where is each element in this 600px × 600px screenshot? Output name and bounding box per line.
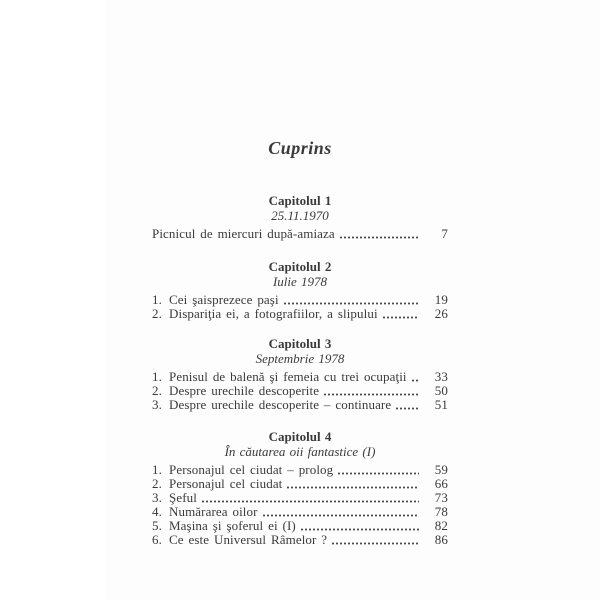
entry-page-number: 26 (434, 306, 448, 321)
entry-title: Cei şaisprezece paşi (169, 292, 279, 307)
leader-dots-icon (201, 500, 419, 503)
entry-number: 5. (152, 518, 162, 533)
chapter-heading: Capitolul 2 (268, 259, 332, 274)
entry-number: 6. (152, 532, 162, 547)
chapter-entries (152, 463, 448, 547)
entry-page-number: 59 (434, 462, 448, 477)
chapter-entries (152, 293, 448, 321)
chapter-heading: Capitolul 3 (268, 336, 332, 351)
entry-title: Penisul de balenă şi femeia cu trei ocupaţii (169, 369, 407, 384)
leader-dots-icon (382, 316, 419, 319)
toc-entry (152, 293, 448, 307)
chapter-entries (152, 227, 448, 241)
entry-page-number: 19 (434, 292, 448, 307)
toc-entry (152, 505, 448, 519)
leader-dots-icon (262, 514, 419, 517)
leader-dots-icon (323, 393, 419, 396)
leader-dots-icon (331, 542, 419, 545)
entry-page-number: 50 (434, 383, 448, 398)
toc-entry (152, 477, 448, 491)
leader-dots-icon (395, 407, 419, 410)
toc-entry (152, 463, 448, 477)
entry-page-number: 51 (434, 397, 448, 412)
toc-entry (152, 491, 448, 505)
leader-dots-icon (300, 528, 419, 531)
entry-number: 4. (152, 504, 162, 519)
chapter-section-2 (152, 259, 448, 321)
chapter-heading: Capitolul 4 (268, 429, 332, 444)
entry-page-number: 7 (441, 226, 448, 241)
entry-number: 3. (152, 490, 162, 505)
entry-title: Numărarea oilor (169, 504, 258, 519)
entry-title: Şeful (169, 490, 197, 505)
leader-dots-icon (339, 236, 419, 239)
entry-title: Personajul cel ciudat (169, 476, 283, 491)
toc-entry (152, 398, 448, 412)
chapter-section-1 (152, 193, 448, 241)
entry-title: Despre urechile descoperite (169, 383, 320, 398)
entry-number: 2. (152, 383, 162, 398)
entry-title: Despre urechile descoperite – continuare (169, 397, 392, 412)
toc-entry (152, 533, 448, 547)
chapter-subtitle: În căutarea oii fantastice (I) (224, 444, 376, 459)
entry-title: Dispariţia ei, a fotografiilor, a slipului (169, 306, 378, 321)
entry-number: 1. (152, 462, 162, 477)
toc-entry (152, 307, 448, 321)
entry-page-number: 86 (434, 532, 448, 547)
chapter-heading: Capitolul 1 (268, 193, 332, 208)
leader-dots-icon (286, 486, 419, 489)
toc-entry (152, 519, 448, 533)
leader-dots-icon (283, 302, 419, 305)
chapter-entries (152, 370, 448, 412)
leader-dots-icon (411, 379, 419, 382)
entry-page-number: 66 (434, 476, 448, 491)
entry-page-number: 73 (434, 490, 448, 505)
entry-page-number: 78 (434, 504, 448, 519)
entry-number: 1. (152, 292, 162, 307)
entry-title: Picnicul de miercuri după-amiaza (152, 226, 335, 241)
chapter-subtitle: Iulie 1978 (272, 274, 328, 289)
chapter-subtitle: Septembrie 1978 (255, 351, 345, 366)
entry-title: Maşina şi şoferul ei (I) (169, 518, 296, 533)
leader-dots-icon (337, 472, 419, 475)
entry-number: 1. (152, 369, 162, 384)
chapter-section-3 (152, 336, 448, 412)
toc-entry (152, 384, 448, 398)
entry-title: Personajul cel ciudat – prolog (169, 462, 334, 477)
entry-number: 2. (152, 476, 162, 491)
entry-title: Ce este Universul Râmelor ? (169, 532, 328, 547)
page-title: Cuprins (268, 138, 332, 158)
toc-entry (152, 370, 448, 384)
entry-number: 3. (152, 397, 162, 412)
toc-entry (152, 227, 448, 241)
chapter-subtitle: 25.11.1970 (271, 208, 329, 223)
entry-page-number: 33 (434, 369, 448, 384)
chapter-section-4 (152, 429, 448, 547)
entry-number: 2. (152, 306, 162, 321)
toc-content (152, 0, 448, 600)
entry-page-number: 82 (434, 518, 448, 533)
